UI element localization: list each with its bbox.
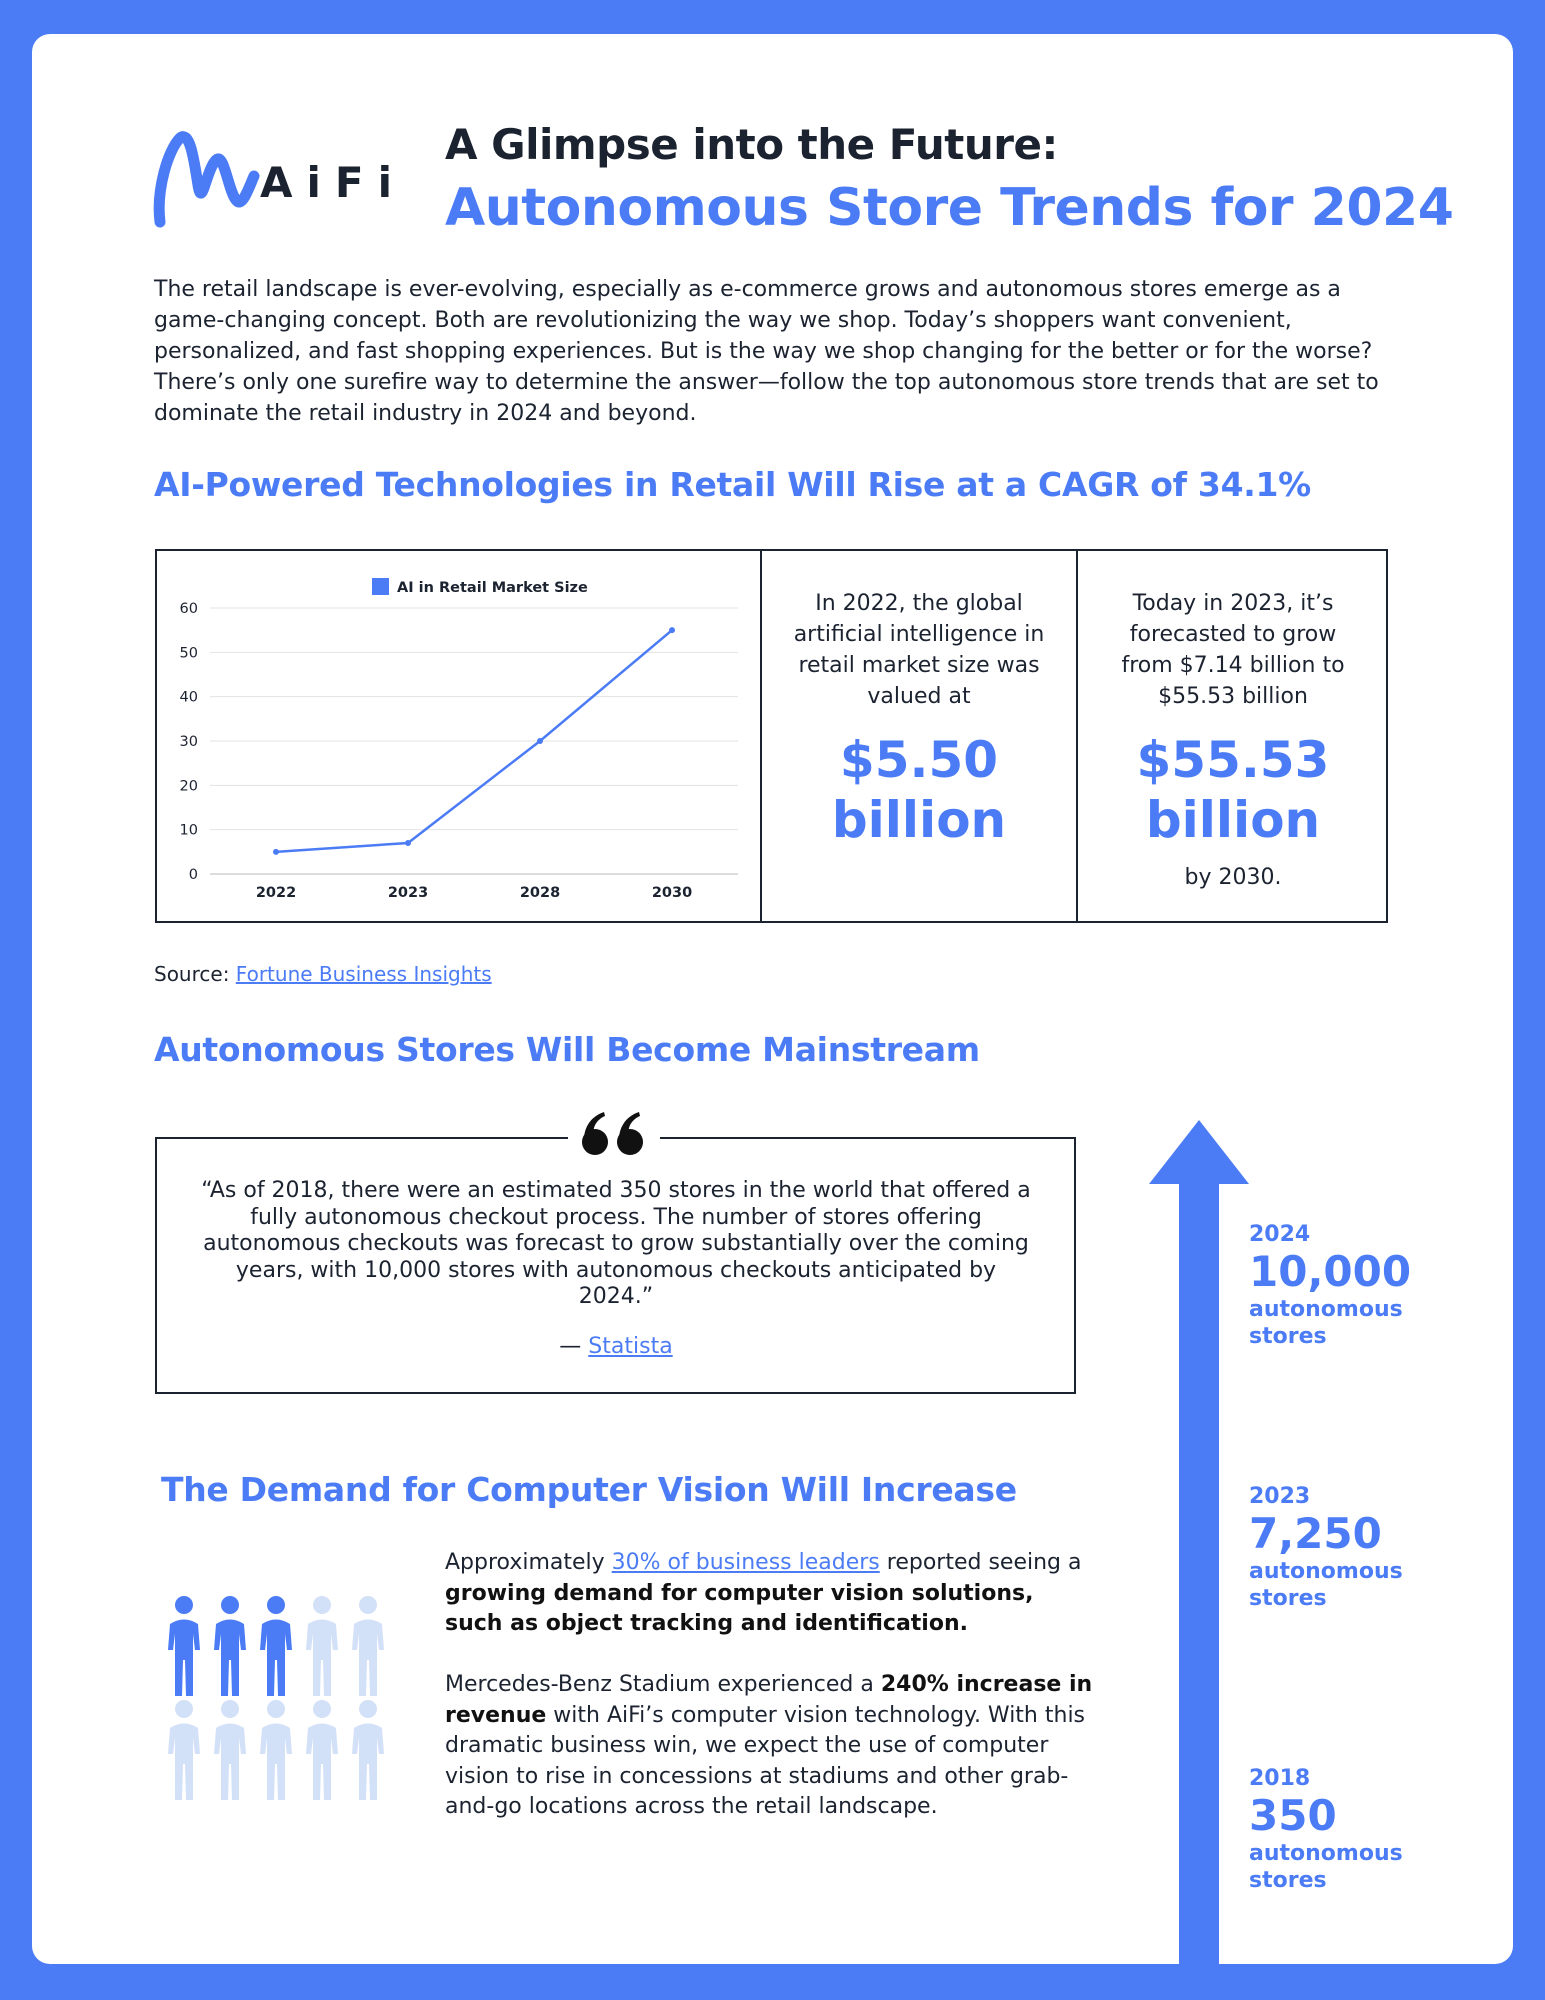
- y-tick-label: 30: [179, 734, 198, 750]
- data-point: [669, 627, 675, 633]
- stats-divider: [760, 549, 762, 923]
- person-icon: [352, 1596, 384, 1696]
- cv-p2-text-a: Mercedes-Benz Stadium experienced a: [445, 1672, 881, 1697]
- cv-p2-text-b: with AiFi’s computer vision technology. With this dramatic business win, we expect the use of computer vision to rise in concessions at stadiums and other grab-and-go locations across the retail landscape.: [445, 1702, 1086, 1819]
- section-heading-mainstream: Autonomous Stores Will Become Mainstream: [154, 1030, 980, 1069]
- cv-p2-bold: 240% increase in revenue: [445, 1672, 1093, 1728]
- person-icon: [214, 1700, 246, 1800]
- stat-2022-value: $5.50: [839, 731, 999, 789]
- section-heading-computer-vision: The Demand for Computer Vision Will Increase: [161, 1470, 1017, 1509]
- page-title-line1: A Glimpse into the Future:: [445, 120, 1058, 169]
- timeline-value: 7,250: [1249, 1509, 1382, 1558]
- person-icon: [214, 1596, 246, 1696]
- page-title-line2: Autonomous Store Trends for 2024: [445, 178, 1454, 238]
- source-line: [154, 962, 492, 986]
- stat-2030-unit: billion: [1145, 791, 1321, 849]
- people-icon-grid: [160, 1596, 392, 1806]
- business-leaders-link[interactable]: 30% of business leaders: [611, 1550, 880, 1575]
- cv-p1-bold: growing demand for computer vision solutions, such as object tracking and identification.: [445, 1580, 1034, 1636]
- stat-2030-suffix: by 2030.: [1184, 865, 1282, 890]
- statista-link[interactable]: Statista: [588, 1334, 673, 1359]
- timeline-value: 10,000: [1249, 1247, 1412, 1296]
- cv-p1-text-b: reported seeing a: [879, 1550, 1082, 1575]
- stat-2022-unit: billion: [831, 791, 1007, 849]
- stats-divider: [1076, 549, 1078, 923]
- data-point: [273, 849, 279, 855]
- y-tick-label: 10: [179, 822, 198, 839]
- person-icon: [352, 1700, 384, 1800]
- quote-attribution: [200, 1334, 1032, 1359]
- x-tick-label: 2030: [651, 885, 693, 901]
- timeline-year: 2018: [1249, 1766, 1311, 1791]
- timeline-value: 350: [1249, 1791, 1337, 1840]
- legend-label: AI in Retail Market Size: [397, 580, 588, 596]
- timeline-year: 2024: [1249, 1222, 1311, 1247]
- cv-p1-text-a: Approximately: [445, 1550, 612, 1575]
- timeline-item-2018: [1249, 1766, 1419, 1894]
- stat-2022: [770, 588, 1068, 850]
- timeline-label: autonomous stores: [1249, 1297, 1403, 1349]
- y-tick-label: 60: [179, 601, 198, 617]
- quote-text: “As of 2018, there were an estimated 350 stores in the world that offered a fully autonomous checkout process. The number of stores offering autonomous checkouts was forecast to grow substantially over the coming years, with 10,000 stores with autonomous checkouts anticipated by 2024.”: [201, 1178, 1031, 1309]
- cv-paragraph-1: [445, 1548, 1095, 1640]
- x-tick-label: 2023: [387, 885, 429, 901]
- y-tick-label: 50: [179, 645, 198, 662]
- person-icon: [168, 1596, 200, 1696]
- person-icon: [260, 1700, 292, 1800]
- brand-wordmark: AiFi: [260, 158, 406, 207]
- person-icon: [260, 1596, 292, 1696]
- y-tick-label: 0: [188, 867, 198, 883]
- quotation-mark-icon: [580, 1112, 648, 1158]
- timeline-item-2024: [1249, 1222, 1419, 1350]
- growth-arrow-icon: [1145, 1118, 1253, 1968]
- section-heading-ai-growth: AI-Powered Technologies in Retail Will Rise at a CAGR of 34.1%: [154, 465, 1311, 504]
- data-point: [537, 738, 543, 744]
- y-tick-label: 40: [179, 689, 198, 706]
- person-icon: [306, 1596, 338, 1696]
- intro-paragraph: The retail landscape is ever-evolving, especially as e-commerce grows and autonomous stores emerge as a game-changing concept. Both are revolutionizing the way we shop. Today’s shoppers want convenient, personalized, and fast shopping experiences. But is the way we shop changing for the better or for the worse? There’s only one surefire way to determine the answer—follow the top autonomous store trends that are set to dominate the retail industry in 2024 and beyond.: [154, 277, 1379, 426]
- timeline-year: 2023: [1249, 1484, 1311, 1509]
- stat-2030-text: Today in 2023, it’s forecasted to grow from $7.14 billion to $55.53 billion: [1121, 591, 1345, 709]
- aifi-logo-icon: [150, 130, 260, 230]
- market-size-line-chart: [160, 556, 755, 918]
- legend-swatch: [372, 578, 389, 595]
- timeline-item-2023: [1249, 1484, 1419, 1612]
- person-icon: [306, 1700, 338, 1800]
- source-label: Source:: [154, 962, 230, 986]
- data-point: [405, 840, 411, 846]
- x-tick-label: 2028: [519, 885, 561, 901]
- stat-2022-text: In 2022, the global artificial intelligence in retail market size was valued at: [793, 591, 1045, 709]
- stat-2030: [1086, 588, 1380, 893]
- source-link[interactable]: Fortune Business Insights: [235, 962, 492, 986]
- person-icon: [168, 1700, 200, 1800]
- timeline-label: autonomous stores: [1249, 1841, 1403, 1893]
- x-tick-label: 2022: [255, 885, 297, 901]
- y-tick-label: 20: [179, 778, 198, 795]
- quote-dash: —: [559, 1334, 582, 1359]
- timeline-label: autonomous stores: [1249, 1559, 1403, 1611]
- stat-2030-value: $55.53: [1136, 731, 1330, 789]
- cv-paragraph-2: [445, 1670, 1095, 1823]
